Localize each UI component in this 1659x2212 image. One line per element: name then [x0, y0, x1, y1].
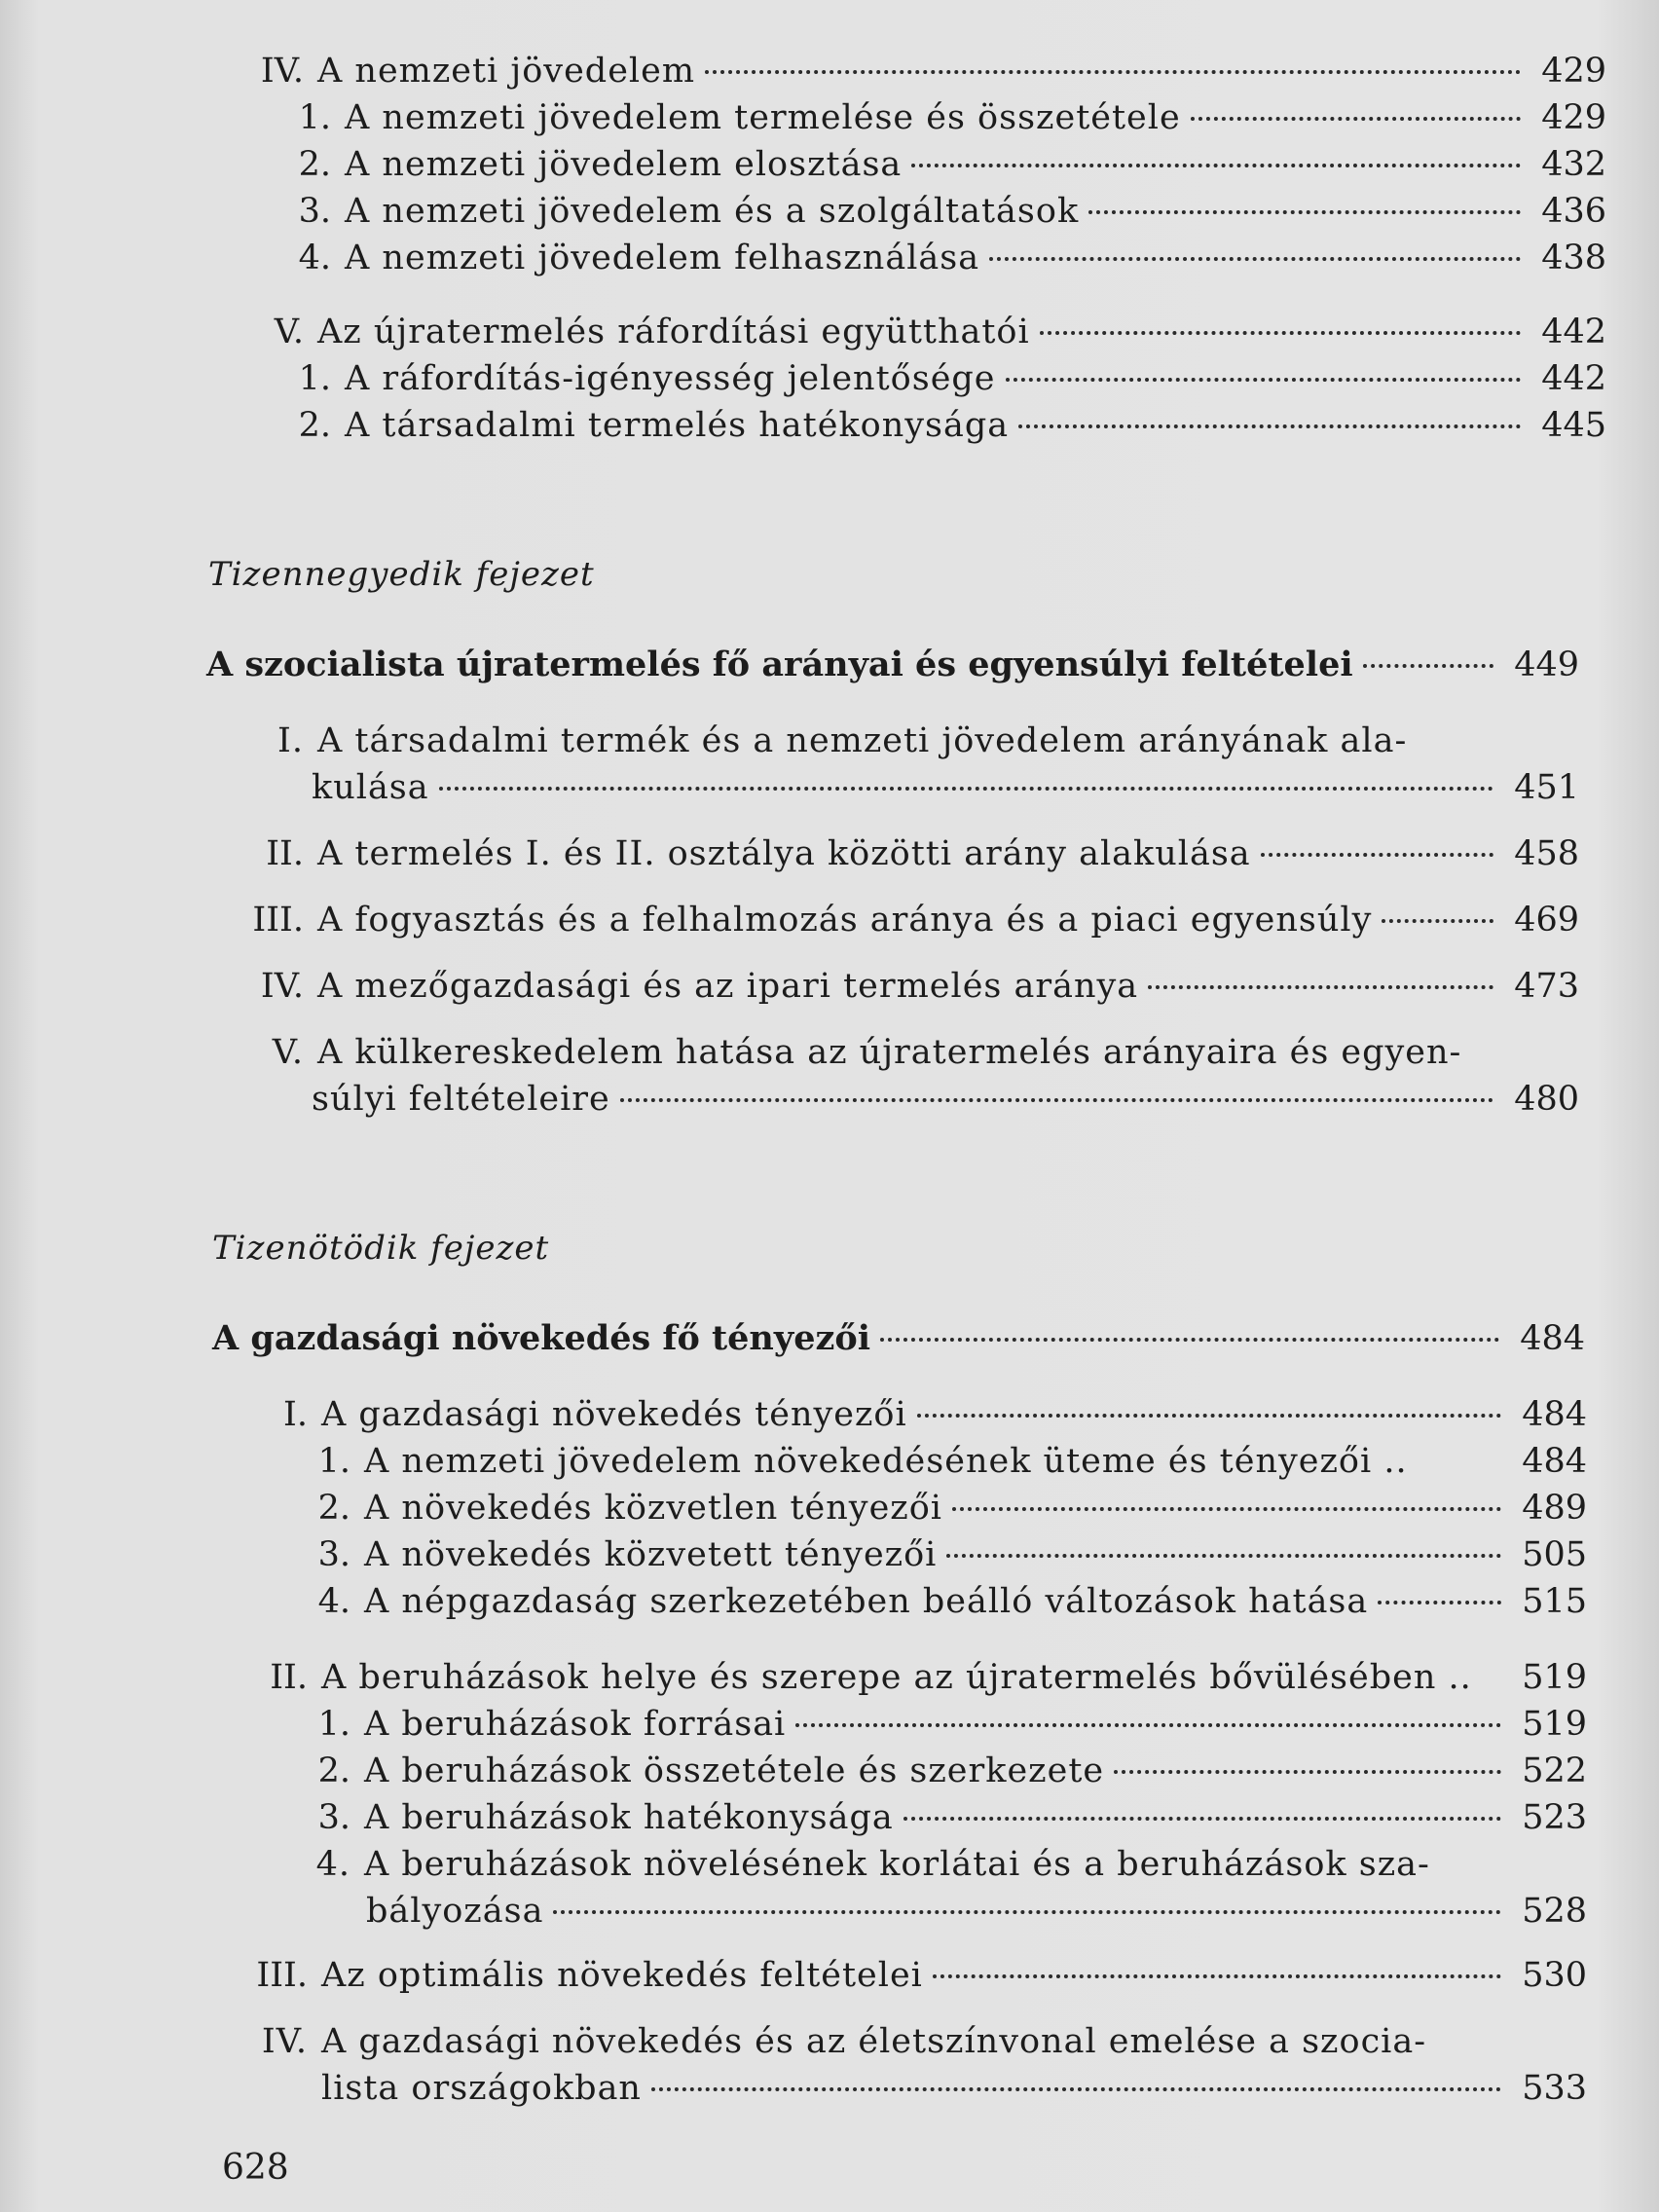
entry-title: Az optimális növekedés feltételei: [321, 1956, 923, 1995]
entry-number: 2.: [317, 1489, 350, 1528]
entry-number: 3.: [317, 1798, 350, 1837]
page-number: 436: [1541, 192, 1606, 231]
entry-number: 4.: [315, 1845, 350, 1884]
chapter-title: A gazdasági növekedés fő tényezői: [212, 1318, 870, 1358]
entry-number: 3.: [317, 1535, 350, 1574]
toc-entry[interactable]: [224, 1392, 1587, 1437]
toc-subentry[interactable]: [312, 1795, 1587, 1840]
dot-leader: [946, 1554, 1501, 1558]
entry-title: A nemzeti jövedelem: [317, 52, 696, 91]
chapter-label: Tizenötödik fejezet: [212, 1229, 550, 1268]
entry-title: A növekedés közvetett tényezői: [364, 1535, 938, 1574]
toc-subentry[interactable]: [312, 1439, 1587, 1484]
toc-entry-continuation[interactable]: [366, 1889, 1587, 1934]
dot-leader: [1018, 424, 1521, 428]
page-number: 489: [1522, 1489, 1587, 1528]
chapter-title: A szocialista újratermelés fő arányai és egyensúlyi feltételei: [206, 645, 1353, 684]
entry-title: A beruházások helye és szerepe az újratermelés bővülésében ..: [321, 1658, 1472, 1697]
chapter-heading[interactable]: [206, 643, 1579, 687]
entry-number: 2.: [298, 145, 331, 184]
toc-subentry[interactable]: [292, 142, 1606, 187]
chapter-label: Tizennegyedik fejezet: [208, 555, 595, 594]
entry-title-line2: súlyi feltételeire: [312, 1080, 610, 1119]
dot-leader: [1040, 331, 1521, 335]
page-number: 522: [1522, 1751, 1587, 1790]
page-number: 528: [1522, 1892, 1587, 1931]
page-number: 530: [1522, 1956, 1587, 1995]
toc-subentry[interactable]: [312, 1532, 1587, 1577]
dot-leader: [1114, 1770, 1501, 1774]
dot-leader: [1261, 853, 1493, 857]
toc-subentry[interactable]: [312, 1749, 1587, 1793]
toc-subentry-multiline[interactable]: [312, 1842, 1587, 1887]
entry-number: I.: [277, 721, 304, 760]
page-number: 432: [1541, 145, 1606, 184]
dot-leader: [1088, 210, 1521, 214]
page-number: 515: [1522, 1582, 1587, 1621]
entry-title-line2: kulása: [312, 768, 429, 807]
entry-number: 3.: [298, 192, 331, 231]
dot-leader: [952, 1507, 1501, 1511]
entry-title: A nemzeti jövedelem növekedésének üteme és tényezői ..: [364, 1442, 1408, 1481]
dot-leader: [1378, 1601, 1501, 1604]
page-number: 429: [1541, 98, 1606, 137]
page-number: 442: [1541, 313, 1606, 351]
entry-number: 1.: [298, 359, 331, 398]
dot-leader: [1006, 378, 1521, 382]
entry-number: III.: [252, 901, 304, 940]
entry-title: A beruházások összetétele és szerkezete: [364, 1751, 1105, 1790]
dot-leader: [911, 164, 1521, 167]
toc-subentry[interactable]: [312, 1702, 1587, 1747]
entry-number: IV.: [260, 52, 304, 91]
dot-leader: [1148, 985, 1493, 989]
page-number: 533: [1522, 2069, 1587, 2108]
entry-number: IV.: [260, 967, 304, 1006]
entry-title: Az újratermelés ráfordítási együtthatói: [317, 313, 1030, 351]
entry-title: A nemzeti jövedelem elosztása: [345, 145, 903, 184]
entry-title: A ráfordítás-igényesség jelentősége: [345, 359, 996, 398]
entry-title: A nemzeti jövedelem és a szolgáltatások: [345, 192, 1080, 231]
page-number: 451: [1514, 768, 1579, 807]
dot-leader: [1382, 919, 1493, 923]
page-folio: 628: [222, 2148, 289, 2188]
page-number: 473: [1514, 967, 1579, 1006]
entry-number: II.: [270, 1658, 308, 1697]
entry-title: A nemzeti jövedelem felhasználása: [345, 239, 980, 277]
page-number: 442: [1541, 359, 1606, 398]
page-number: 449: [1514, 645, 1579, 684]
entry-title-line2: bályozása: [366, 1892, 544, 1931]
dot-leader: [651, 2087, 1501, 2091]
page-number: 484: [1522, 1395, 1587, 1434]
dot-leader: [620, 1098, 1493, 1102]
entry-number: 4.: [317, 1582, 350, 1621]
entry-number: V.: [272, 1033, 304, 1072]
dot-leader: [1363, 664, 1493, 668]
dot-leader: [933, 1974, 1501, 1978]
entry-number: 2.: [298, 406, 331, 445]
dot-leader: [705, 70, 1521, 74]
entry-title: A fogyasztás és a felhalmozás aránya és a piaci egyensúly: [317, 901, 1373, 940]
toc-subentry[interactable]: [292, 236, 1606, 280]
page-number: 519: [1522, 1658, 1587, 1697]
dot-leader: [880, 1338, 1499, 1342]
toc-entry-multiline[interactable]: [224, 2019, 1587, 2064]
entry-number: II.: [266, 834, 304, 873]
page-number: 480: [1514, 1080, 1579, 1119]
dot-leader: [917, 1414, 1501, 1418]
dot-leader: [989, 257, 1521, 261]
entry-number: III.: [256, 1956, 308, 1995]
entry-title: A termelés I. és II. osztálya közötti arány alakulása: [317, 834, 1251, 873]
page-number: 445: [1541, 406, 1606, 445]
entry-number: IV.: [261, 2022, 308, 2061]
entry-number: 2.: [317, 1751, 350, 1790]
entry-title: A beruházások forrásai: [364, 1705, 787, 1744]
toc-entry-multiline[interactable]: [224, 1030, 1606, 1075]
toc-entry[interactable]: [224, 310, 1606, 354]
entry-title-line1: A társadalmi termék és a nemzeti jövedelem arányának ala-: [317, 721, 1408, 760]
toc-entry[interactable]: [224, 831, 1579, 876]
toc-subentry[interactable]: [312, 1579, 1587, 1624]
entry-title: A nemzeti jövedelem termelése és összetétele: [345, 98, 1181, 137]
chapter-heading[interactable]: [212, 1316, 1585, 1361]
entry-title: A társadalmi termelés hatékonysága: [345, 406, 1010, 445]
toc-entry[interactable]: [224, 1953, 1587, 1998]
page-number: 438: [1541, 239, 1606, 277]
page-number: 505: [1522, 1535, 1587, 1574]
entry-number: V.: [274, 313, 304, 351]
toc-entry-continuation[interactable]: [312, 765, 1579, 810]
page-number: 458: [1514, 834, 1579, 873]
entry-number: 1.: [317, 1442, 350, 1481]
page-number: 484: [1522, 1442, 1587, 1481]
entry-title-line1: A külkereskedelem hatása az újratermelés arányaira és egyen-: [317, 1033, 1462, 1072]
toc-entry-multiline[interactable]: [224, 719, 1606, 763]
toc-entry[interactable]: [224, 1655, 1587, 1700]
entry-title: A népgazdaság szerkezetében beálló változások hatása: [364, 1582, 1369, 1621]
toc-subentry[interactable]: [292, 95, 1606, 140]
toc-entry-continuation[interactable]: [312, 1077, 1579, 1122]
dot-leader: [553, 1910, 1501, 1914]
entry-number: 1.: [298, 98, 331, 137]
page-number: 484: [1520, 1319, 1585, 1358]
page-number: 519: [1522, 1705, 1587, 1744]
dot-leader: [795, 1723, 1501, 1727]
page-number: 429: [1541, 52, 1606, 91]
entry-title-line1: A beruházások növelésének korlátai és a beruházások sza-: [364, 1845, 1430, 1884]
entry-title-line2: lista országokban: [321, 2069, 642, 2108]
entry-title-line1: A gazdasági növekedés és az életszínvonal emelése a szocia-: [321, 2022, 1427, 2061]
toc-subentry[interactable]: [292, 403, 1606, 448]
entry-title: A gazdasági növekedés tényezői: [321, 1395, 907, 1434]
entry-title: A növekedés közvetlen tényezői: [364, 1489, 942, 1528]
entry-number: 4.: [298, 239, 331, 277]
toc-entry[interactable]: [224, 898, 1579, 942]
dot-leader: [1191, 117, 1521, 121]
page-number: 469: [1514, 901, 1579, 940]
entry-title: A beruházások hatékonysága: [364, 1798, 894, 1837]
dot-leader: [903, 1817, 1501, 1821]
entry-number: 1.: [317, 1705, 350, 1744]
dot-leader: [439, 787, 1493, 791]
toc-subentry[interactable]: [312, 1486, 1587, 1530]
toc-entry-continuation[interactable]: [321, 2066, 1587, 2111]
entry-title: A mezőgazdasági és az ipari termelés aránya: [317, 967, 1139, 1006]
toc-subentry[interactable]: [292, 356, 1606, 401]
toc-subentry[interactable]: [292, 189, 1606, 234]
page-number: 523: [1522, 1798, 1587, 1837]
toc-entry[interactable]: [224, 964, 1579, 1009]
entry-number: I.: [283, 1395, 308, 1434]
toc-entry[interactable]: [224, 49, 1606, 93]
